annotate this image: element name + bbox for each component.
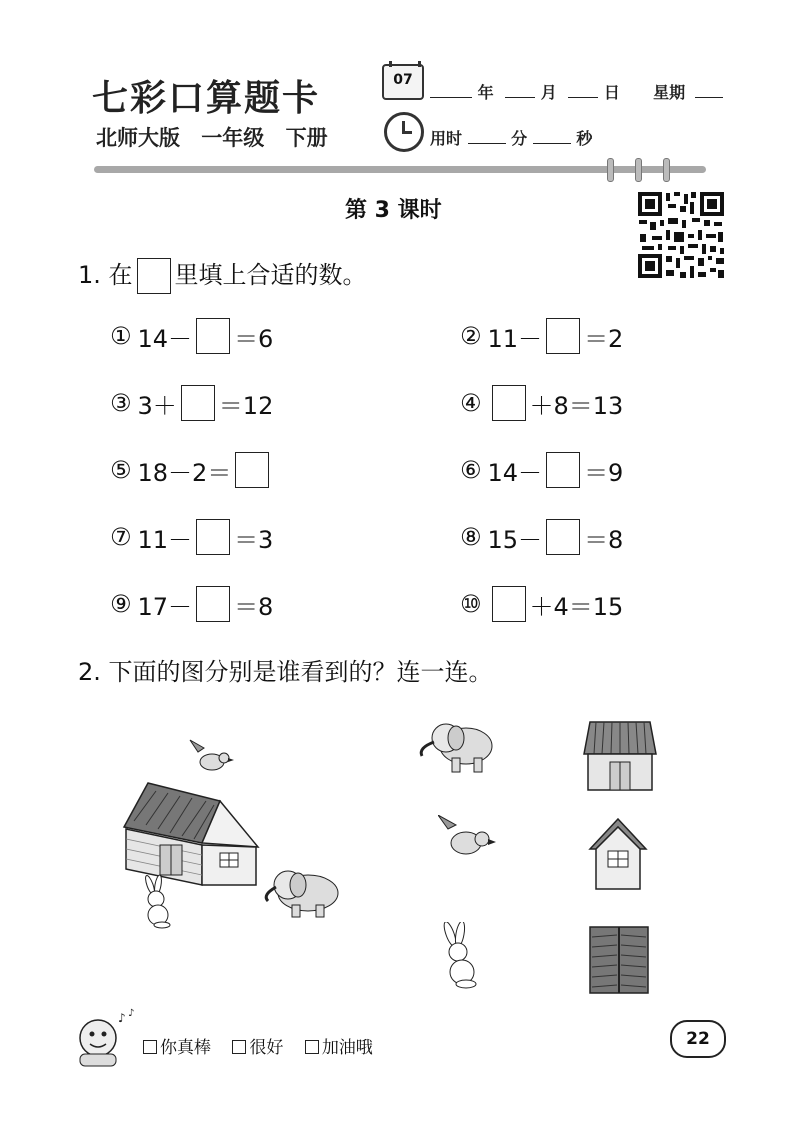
divider-pin xyxy=(607,158,614,182)
equation-left: 11－ xyxy=(137,525,193,554)
equation-item xyxy=(110,318,273,354)
month-label: 月 xyxy=(540,83,557,102)
question-1-suffix: 里填上合适的数。 xyxy=(174,261,367,289)
answer-box[interactable] xyxy=(492,586,526,622)
equation-right: ＝3 xyxy=(234,525,274,554)
example-box xyxy=(137,258,171,294)
rating-option-keep-going[interactable]: 加油哦 xyxy=(305,1038,373,1058)
equation-right: ＝8 xyxy=(584,525,624,554)
answer-box[interactable] xyxy=(196,318,230,354)
equation-right: ＝9 xyxy=(584,458,624,487)
equation-left: 14－ xyxy=(137,324,193,353)
equation-number: ① xyxy=(110,322,132,350)
answer-box[interactable] xyxy=(546,318,580,354)
edition-label: 北师大版 一年级 下册 xyxy=(96,126,328,150)
answer-box[interactable] xyxy=(492,385,526,421)
svg-text:♪: ♪ xyxy=(128,1008,135,1019)
bird-icon xyxy=(190,740,234,770)
checkbox[interactable] xyxy=(305,1040,319,1054)
header-divider xyxy=(94,166,706,173)
checkbox[interactable] xyxy=(143,1040,157,1054)
equation-number: ③ xyxy=(110,389,132,417)
minutes-label: 分 xyxy=(511,129,528,148)
equation-number: ⑩ xyxy=(460,590,482,618)
day-label: 日 xyxy=(603,83,620,102)
rabbit-icon xyxy=(436,922,486,992)
self-evaluation xyxy=(143,1033,389,1058)
time-used-label: 用时 xyxy=(430,129,463,148)
equation-left: 3＋ xyxy=(137,391,177,420)
equation-item xyxy=(460,452,623,488)
qr-code-icon xyxy=(636,190,726,280)
year-blank[interactable] xyxy=(430,83,472,98)
question-1-prefix: 1. 在 xyxy=(78,261,133,289)
rabbit-icon xyxy=(144,875,170,928)
answer-box[interactable] xyxy=(235,452,269,488)
question-1-prompt xyxy=(78,255,367,294)
equation-number: ⑦ xyxy=(110,523,132,551)
brand-title: 七彩口算题卡 xyxy=(92,77,321,119)
day-blank[interactable] xyxy=(568,83,598,98)
divider-pin xyxy=(663,158,670,182)
equation-right: ＋4＝15 xyxy=(529,592,624,621)
house-scene-illustration xyxy=(110,735,350,935)
equation-right: ＝2 xyxy=(584,324,624,353)
answer-box[interactable] xyxy=(546,452,580,488)
year-label: 年 xyxy=(477,83,494,102)
equation-item xyxy=(460,519,623,555)
svg-text:♪: ♪ xyxy=(118,1011,126,1025)
date-line xyxy=(430,80,723,103)
rating-option-great[interactable]: 你真棒 xyxy=(143,1038,211,1058)
calendar-icon xyxy=(382,64,424,100)
equation-left: 11－ xyxy=(487,324,543,353)
mascot-icon xyxy=(70,1008,140,1070)
calendar-day: 07 xyxy=(393,72,413,88)
equation-item xyxy=(460,385,623,421)
clock-icon xyxy=(384,112,424,152)
seconds-blank[interactable] xyxy=(533,129,571,144)
equation-item xyxy=(110,586,273,622)
equation-item xyxy=(110,519,273,555)
divider-pin xyxy=(635,158,642,182)
question-2-prompt: 2. 下面的图分别是谁看到的？连一连。 xyxy=(78,658,493,686)
seconds-label: 秒 xyxy=(576,129,593,148)
lesson-title: 第 3 课时 xyxy=(345,198,442,223)
equation-left: 17－ xyxy=(137,592,193,621)
equation-left: 18－2＝ xyxy=(137,458,232,487)
equation-item xyxy=(460,586,623,622)
equation-right: ＝12 xyxy=(218,391,274,420)
answer-box[interactable] xyxy=(181,385,215,421)
answer-box[interactable] xyxy=(546,519,580,555)
equation-number: ⑧ xyxy=(460,523,482,551)
house-side-view xyxy=(588,817,648,892)
page-number: 22 xyxy=(670,1020,726,1058)
minutes-blank[interactable] xyxy=(468,129,506,144)
house-front-view xyxy=(580,718,660,793)
equation-number: ⑥ xyxy=(460,456,482,484)
equation-item xyxy=(460,318,623,354)
rating-option-good[interactable]: 很好 xyxy=(232,1038,283,1058)
month-blank[interactable] xyxy=(505,83,535,98)
equation-number: ② xyxy=(460,322,482,350)
equation-number: ⑤ xyxy=(110,456,132,484)
house-top-view xyxy=(588,925,650,995)
elephant-icon xyxy=(266,871,338,917)
equation-item xyxy=(110,385,273,421)
time-line xyxy=(430,126,592,149)
equation-item xyxy=(110,452,273,488)
elephant-icon xyxy=(418,712,498,782)
equation-left: 14－ xyxy=(487,458,543,487)
equation-left: 15－ xyxy=(487,525,543,554)
equation-right: ＋8＝13 xyxy=(529,391,624,420)
checkbox[interactable] xyxy=(232,1040,246,1054)
answer-box[interactable] xyxy=(196,586,230,622)
equation-number: ④ xyxy=(460,389,482,417)
equation-right: ＝8 xyxy=(234,592,274,621)
equation-right: ＝6 xyxy=(234,324,274,353)
weekday-label: 星期 xyxy=(653,83,686,102)
bird-icon xyxy=(438,815,498,867)
weekday-blank[interactable] xyxy=(695,83,723,98)
equation-number: ⑨ xyxy=(110,590,132,618)
answer-box[interactable] xyxy=(196,519,230,555)
